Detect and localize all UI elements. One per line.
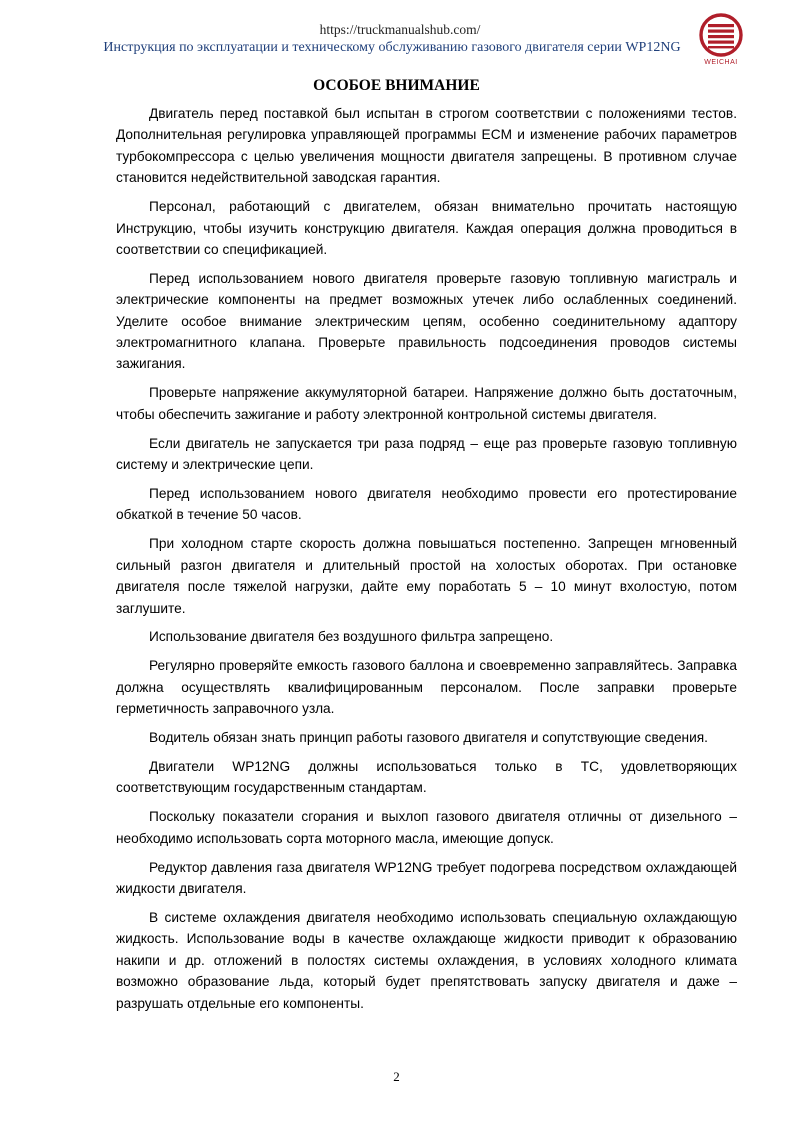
page-number: 2	[393, 1069, 400, 1084]
header-url[interactable]: https://truckmanualshub.com/	[319, 22, 481, 37]
paragraph: Перед использованием нового двигателя проверьте газовую топливную магистраль и электрические компоненты на предмет возможных утечек либо ослабленных соединений. Уделите особое внимание электрическим цепям, особенно соединительному адаптору электромагнитного клапана. Проверьте правильность подсоединения проводов системы зажигания.	[116, 270, 737, 372]
paragraph: Двигатели WP12NG должны использоваться только в ТС, удовлетворяющих соответствующим государственным стандартам.	[116, 758, 737, 796]
paragraph: Регулярно проверяйте емкость газового баллона и своевременно заправляйтесь. Заправка должна осуществлять квалифицированным персоналом. После заправки проверьте герметичность заправочного узла.	[116, 658, 737, 717]
paragraph: При холодном старте скорость должна повышаться постепенно. Запрещен мгновенный сильный разгон двигателя и длительный простой на холостых оборотах. При остановке двигателя после тяжелой нагрузки, дайте ему поработать 5 – 10 минут вхолостую, потом заглушите.	[116, 536, 737, 616]
paragraph: Поскольку показатели сгорания и выхлоп газового двигателя отличны от дизельного – необходимо использовать сорта моторного масла, имеющие допуск.	[116, 809, 737, 846]
paragraph: Использование двигателя без воздушного фильтра запрещено.	[149, 629, 554, 645]
paragraph: Перед использованием нового двигателя необходимо провести его протестирование обкаткой в течение 50 часов.	[116, 486, 737, 523]
header-title: Инструкция по эксплуатации и техническому обслуживанию газового двигателя серии WP12NG	[103, 40, 681, 55]
page-heading: ОСОБОЕ ВНИМАНИЕ	[313, 77, 480, 94]
paragraph: Редуктор давления газа двигателя WP12NG требует подогрева посредством охлаждающей жидкости двигателя.	[116, 859, 737, 896]
paragraph: Если двигатель не запускается три раза подряд – еще раз проверьте газовую топливную систему и электрические цепи.	[116, 435, 737, 473]
weichai-logo	[694, 13, 748, 73]
paragraph: Двигатель перед поставкой был испытан в строгом соответствии с положениями тестов. Дополнительная регулировка управляющей программы ECM и изменение рабочих параметров турбокомпрессора с целью увеличения мощности двигателя запрещены. В противном случае становится недействительной заводская гарантия.	[116, 106, 737, 186]
weichai-logo-icon	[694, 13, 748, 59]
body-text	[116, 103, 737, 1021]
paragraph: Проверьте напряжение аккумуляторной батареи. Напряжение должно быть достаточным, чтобы обеспечить зажигание и работу электронной контрольной системы двигателя.	[116, 385, 737, 422]
paragraph: В системе охлаждения двигателя необходимо использовать специальную охлаждающую жидкость. Использование воды в качестве охлаждающе жидкости приводит к образованию накипи и др. отложений в полостях системы охлаждения, в условиях холодного климата возможно образование льда, который будет препятствовать запуску двигателя и даже – разрушать отдельные его компоненты.	[116, 909, 737, 1011]
logo-text: WEICHAI	[704, 59, 738, 66]
paragraph: Водитель обязан знать принцип работы газового двигателя и сопутствующие сведения.	[149, 730, 708, 746]
paragraph: Персонал, работающий с двигателем, обязан внимательно прочитать настоящую Инструкцию, чтобы изучить конструкцию двигателя. Каждая операция должна проводиться в соответствии со спецификацией.	[116, 199, 737, 257]
